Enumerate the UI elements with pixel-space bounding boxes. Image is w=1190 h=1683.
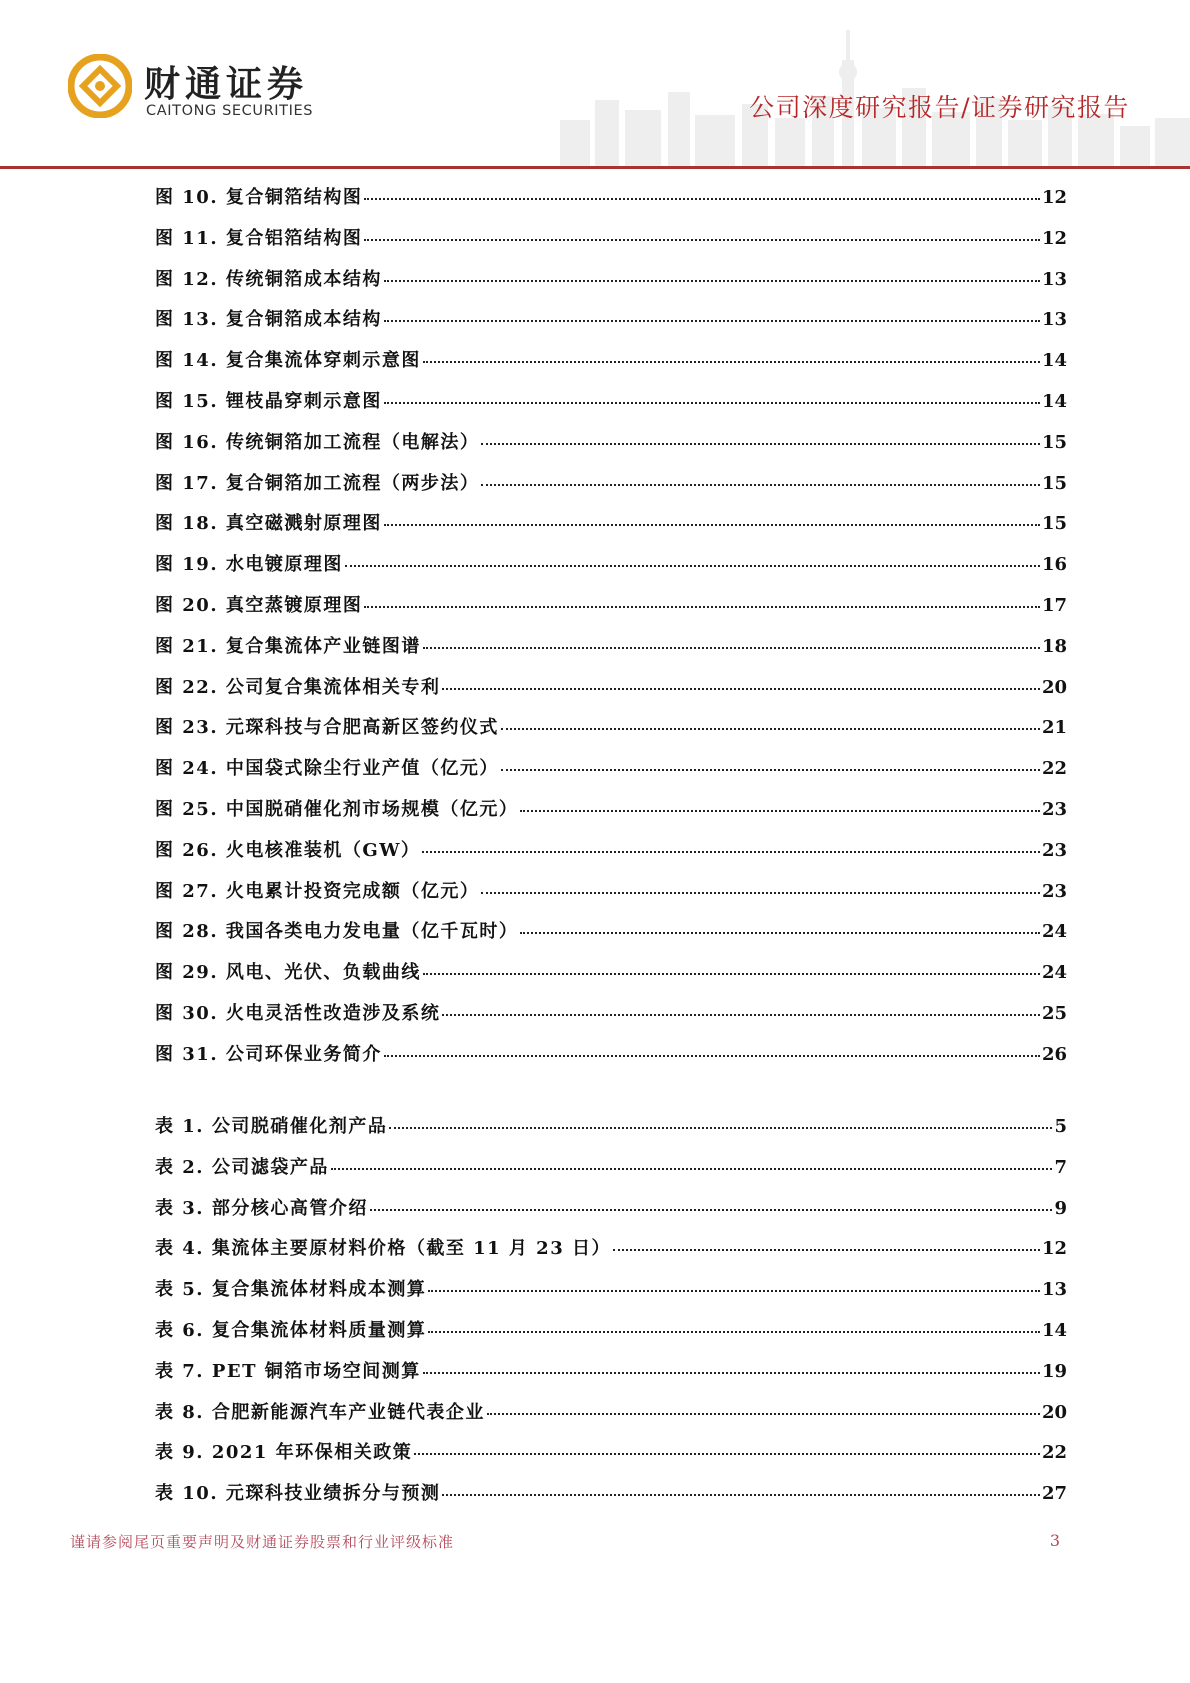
toc-figure-entry[interactable] [155, 469, 1067, 510]
toc-figure-entry[interactable] [155, 958, 1067, 999]
toc-figure-entry[interactable] [155, 632, 1067, 673]
toc-table-entry[interactable] [155, 1479, 1067, 1520]
dot-leader [442, 1494, 1040, 1496]
toc-table-entry-page: 7 [1054, 1156, 1067, 1178]
toc-table-entry-title: 表 3. 部分核心高管介绍 [155, 1197, 368, 1219]
toc-figure-entry-title: 图 28. 我国各类电力发电量（亿千瓦时） [155, 921, 519, 943]
dot-leader [487, 1413, 1040, 1415]
toc-figure-entry-page: 14 [1041, 390, 1067, 412]
toc-figure-entry-page: 23 [1041, 839, 1067, 861]
caitong-logo-icon [68, 54, 132, 118]
dot-leader [364, 239, 1040, 241]
dot-leader [501, 769, 1040, 771]
dot-leader [370, 1209, 1053, 1211]
dot-leader [384, 320, 1040, 322]
dot-leader [481, 892, 1040, 894]
brand-name-cn: 财通证券 [144, 64, 309, 105]
toc-figure-entry-page: 17 [1041, 594, 1067, 616]
toc-figure-entry-page: 23 [1041, 880, 1067, 902]
toc-table-entry[interactable] [155, 1398, 1067, 1439]
toc-figure-entry-title: 图 13. 复合铜箔成本结构 [155, 309, 382, 331]
dot-leader [520, 932, 1040, 934]
toc-figure-entry-page: 26 [1041, 1043, 1067, 1065]
toc-table-entry[interactable] [155, 1438, 1067, 1479]
toc-table-entry[interactable] [155, 1194, 1067, 1235]
toc-table-entry[interactable] [155, 1234, 1067, 1275]
toc-figure-entry[interactable] [155, 428, 1067, 469]
dot-leader [389, 1127, 1052, 1129]
dot-leader [428, 1331, 1040, 1333]
toc-table-entry[interactable] [155, 1357, 1067, 1398]
toc-table-entry-page: 14 [1041, 1319, 1067, 1341]
toc-figure-entry-title: 图 27. 火电累计投资完成额（亿元） [155, 880, 480, 902]
toc-table-entry-title: 表 8. 合肥新能源汽车产业链代表企业 [155, 1401, 485, 1423]
dot-leader [481, 484, 1040, 486]
toc-figure-entry-page: 23 [1041, 798, 1067, 820]
toc-figure-entry-title: 图 18. 真空磁溅射原理图 [155, 513, 382, 535]
toc-figure-entry-title: 图 16. 传统铜箔加工流程（电解法） [155, 431, 480, 453]
toc-figure-entry-title: 图 25. 中国脱硝催化剂市场规模（亿元） [155, 798, 519, 820]
dot-leader [613, 1249, 1040, 1251]
dot-leader [442, 1014, 1040, 1016]
dot-leader [345, 565, 1040, 567]
dot-leader [364, 198, 1040, 200]
dot-leader [331, 1168, 1053, 1170]
toc-figure-entry[interactable] [155, 265, 1067, 306]
toc-figure-entry-title: 图 23. 元琛科技与合肥高新区签约仪式 [155, 717, 499, 739]
toc-figure-entry[interactable] [155, 305, 1067, 346]
dot-leader [423, 973, 1040, 975]
toc-figure-entry-title: 图 20. 真空蒸镀原理图 [155, 594, 363, 616]
toc-table-entry-title: 表 7. PET 铜箔市场空间测算 [155, 1360, 421, 1382]
toc-figure-entry-page: 13 [1041, 309, 1067, 331]
toc-figure-entry-page: 14 [1041, 350, 1067, 372]
toc-table-entry[interactable] [155, 1153, 1067, 1194]
toc-figure-entry-page: 15 [1041, 513, 1067, 535]
toc-table-entry-title: 表 6. 复合集流体材料质量测算 [155, 1319, 427, 1341]
dot-leader [414, 1453, 1040, 1455]
toc-table-entry[interactable] [155, 1275, 1067, 1316]
toc-figure-entry[interactable] [155, 346, 1067, 387]
dot-leader [422, 851, 1040, 853]
toc-table-entry-page: 20 [1041, 1401, 1067, 1423]
toc-table-entry-title: 表 1. 公司脱硝催化剂产品 [155, 1116, 388, 1137]
dot-leader [442, 688, 1040, 690]
toc-figure-entry-title: 图 30. 火电灵活性改造涉及系统 [155, 1002, 441, 1024]
toc-figure-entry[interactable] [155, 836, 1067, 877]
toc-table-entry-title: 表 10. 元琛科技业绩拆分与预测 [155, 1483, 441, 1505]
toc-figure-entry[interactable] [155, 795, 1067, 836]
toc-figure-entry-title: 图 24. 中国袋式除尘行业产值（亿元） [155, 758, 499, 780]
toc-figure-entry-title: 图 21. 复合集流体产业链图谱 [155, 635, 421, 657]
dot-leader [384, 524, 1040, 526]
toc-table-entry-page: 12 [1041, 1238, 1067, 1260]
toc-table-entry[interactable] [155, 1112, 1067, 1153]
toc-figure-entry[interactable] [155, 591, 1067, 632]
toc-table-entry-page: 19 [1041, 1360, 1067, 1382]
toc-table-entry-title: 表 4. 集流体主要原材料价格（截至 11 月 23 日） [155, 1238, 611, 1260]
toc-figure-entry-page: 12 [1041, 187, 1067, 208]
toc-figure-entry-page: 12 [1041, 227, 1067, 249]
toc-table-entry-page: 9 [1054, 1197, 1067, 1219]
toc-table-entry-title: 表 2. 公司滤袋产品 [155, 1156, 329, 1178]
toc-figure-entry[interactable] [155, 550, 1067, 591]
toc-figure-entry[interactable] [155, 224, 1067, 265]
toc-figure-entry-page: 16 [1041, 554, 1067, 576]
dot-leader [520, 810, 1040, 812]
toc-figure-entry-title: 图 19. 水电镀原理图 [155, 554, 343, 576]
footer-disclaimer: 谨请参阅尾页重要声明及财通证券股票和行业评级标准 [70, 1533, 455, 1551]
toc-figure-entry-page: 21 [1041, 717, 1067, 739]
dot-leader [481, 443, 1040, 445]
page-header [0, 0, 1190, 172]
toc-figure-entry-page: 22 [1041, 758, 1067, 780]
toc-figure-entry-title: 图 31. 公司环保业务简介 [155, 1043, 382, 1065]
table-list [155, 1112, 1067, 1520]
toc-table-entry-page: 13 [1041, 1279, 1067, 1301]
report-type-title: 公司深度研究报告/证券研究报告 [749, 93, 1130, 122]
toc-figure-entry[interactable] [155, 877, 1067, 918]
toc-figure-entry-title: 图 12. 传统铜箔成本结构 [155, 268, 382, 290]
dot-leader [501, 728, 1040, 730]
toc-figure-entry-page: 15 [1041, 431, 1067, 453]
toc-figure-entry-page: 24 [1041, 921, 1067, 943]
dot-leader [364, 606, 1040, 608]
figure-list [155, 183, 1067, 1081]
toc-table-entry-page: 5 [1054, 1116, 1067, 1137]
toc-table-entry-page: 22 [1041, 1442, 1067, 1464]
toc-figure-entry[interactable] [155, 673, 1067, 714]
header-divider [0, 166, 1190, 169]
dot-leader [423, 647, 1040, 649]
toc-figure-entry-page: 15 [1041, 472, 1067, 494]
brand-name-en: CAITONG SECURITIES [146, 103, 314, 119]
toc-table-entry-page: 27 [1041, 1483, 1067, 1505]
toc-figure-entry[interactable] [155, 1040, 1067, 1081]
toc-figure-entry-page: 18 [1041, 635, 1067, 657]
toc-figure-entry-title: 图 17. 复合铜箔加工流程（两步法） [155, 472, 480, 494]
toc-figure-entry[interactable] [155, 387, 1067, 428]
dot-leader [428, 1290, 1040, 1292]
toc-figure-entry-title: 图 29. 风电、光伏、负载曲线 [155, 962, 421, 984]
toc-table-entry[interactable] [155, 1316, 1067, 1357]
dot-leader [384, 280, 1040, 282]
toc-figure-entry-page: 25 [1041, 1002, 1067, 1024]
toc-figure-entry-title: 图 14. 复合集流体穿刺示意图 [155, 350, 421, 372]
page-number: 3 [1049, 1531, 1060, 1550]
toc-figure-entry-title: 图 26. 火电核准装机（GW） [155, 839, 421, 861]
toc-figure-entry-page: 20 [1041, 676, 1067, 698]
toc-figure-entry-title: 图 15. 锂枝晶穿刺示意图 [155, 390, 382, 412]
dot-leader [384, 402, 1040, 404]
toc-figure-entry-title: 图 11. 复合铝箔结构图 [155, 227, 363, 249]
toc-figure-entry-title: 图 10. 复合铜箔结构图 [155, 187, 363, 208]
toc-figure-entry-title: 图 22. 公司复合集流体相关专利 [155, 676, 441, 698]
toc-figure-entry-page: 24 [1041, 962, 1067, 984]
dot-leader [423, 361, 1040, 363]
toc-figure-entry[interactable] [155, 509, 1067, 550]
toc-figure-entry[interactable] [155, 999, 1067, 1040]
toc-figure-entry[interactable] [155, 183, 1067, 224]
dot-leader [384, 1055, 1040, 1057]
toc-figure-entry-page: 13 [1041, 268, 1067, 290]
toc-table-entry-title: 表 5. 复合集流体材料成本测算 [155, 1279, 427, 1301]
toc-table-entry-title: 表 9. 2021 年环保相关政策 [155, 1442, 413, 1464]
dot-leader [423, 1372, 1040, 1374]
toc-figure-entry[interactable] [155, 917, 1067, 958]
toc-figure-entry[interactable] [155, 754, 1067, 795]
toc-figure-entry[interactable] [155, 713, 1067, 754]
